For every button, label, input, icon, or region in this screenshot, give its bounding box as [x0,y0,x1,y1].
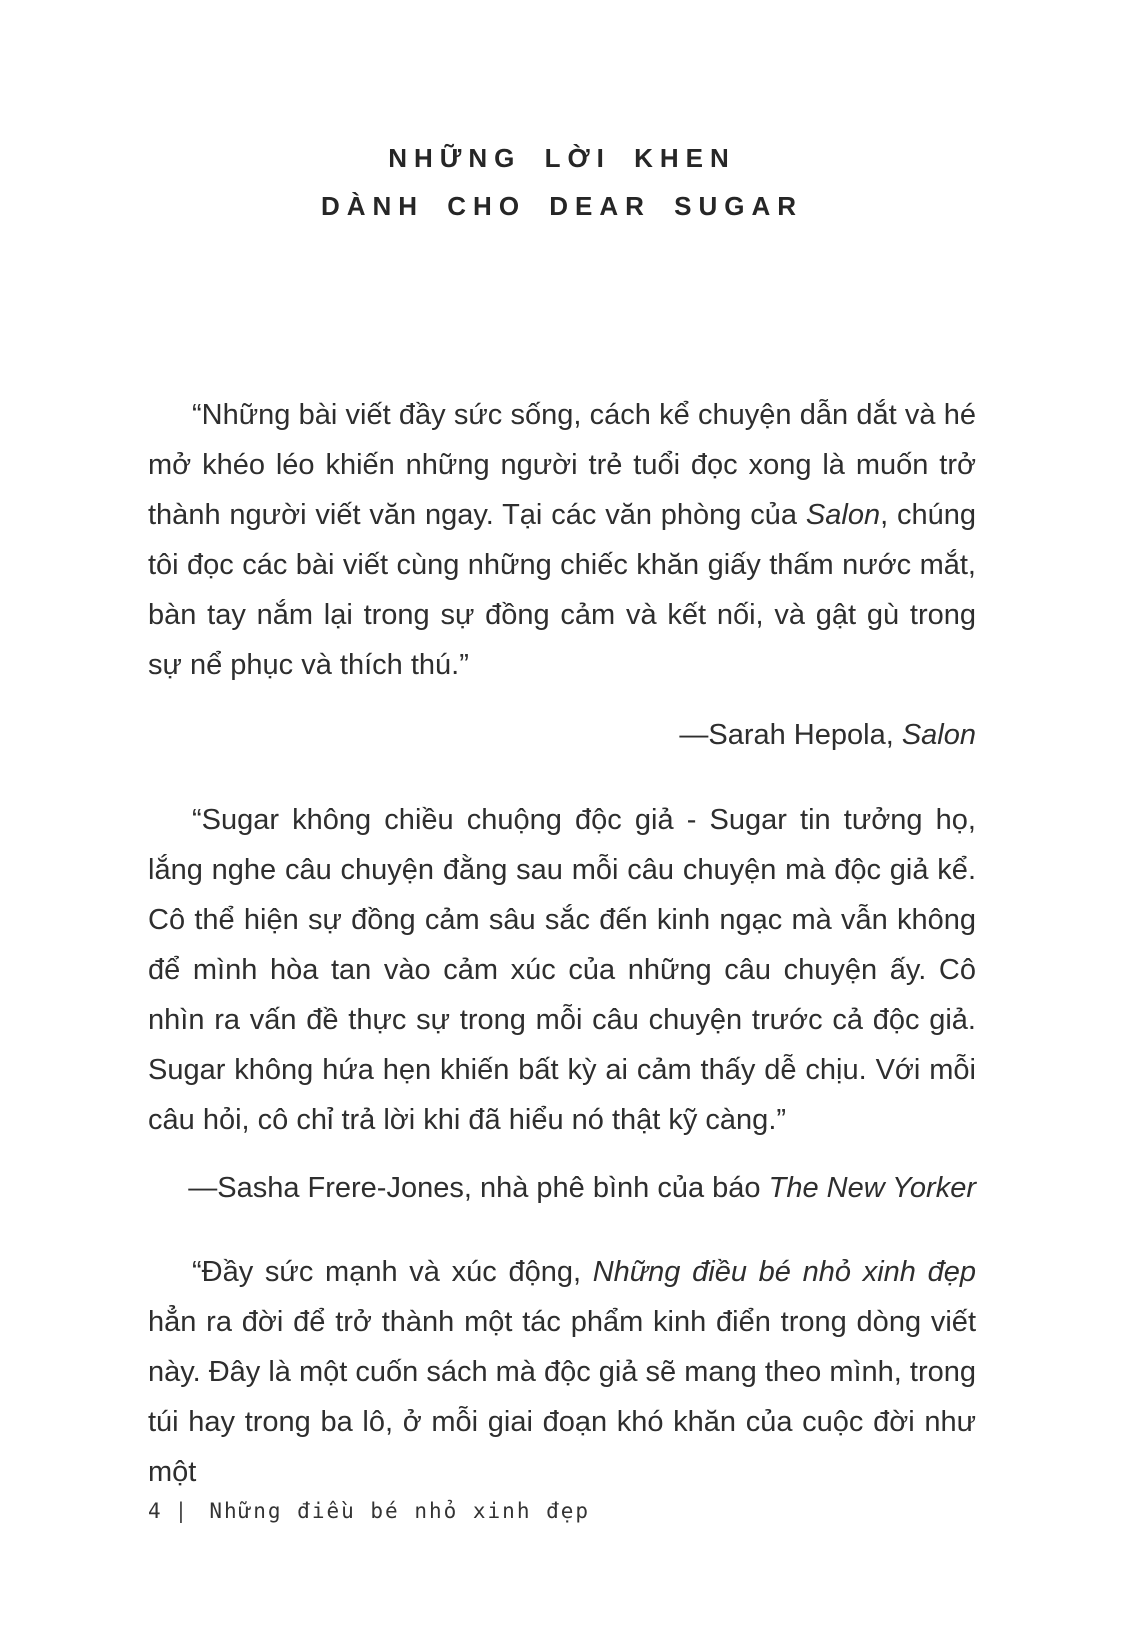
footer-separator: | [174,1499,190,1523]
heading-line-1: NHỮNG LỜI KHEN [388,143,736,173]
quote-2-text: “Sugar không chiều chuộng độc giả - Sugar tin tưởng họ, lắng nghe câu chuyện đằng sau mỗi câu chuyện mà độc giả kể. Cô thể hiện sự đồng cảm sâu sắc đến kinh ngạc mà vẫn không để mình hòa tan vào cảm xúc của những câu chuyện ấy. Cô nhìn ra vấn đề thực sự trong mỗi câu chuyện trước cả độc giả. Sugar không hứa hẹn khiến bất kỳ ai cảm thấy dễ chịu. Với mỗi câu hỏi, cô chỉ trả lời khi đã hiểu nó thật kỹ càng.” [148,804,976,1136]
quote-1-text: “Những bài viết đầy sức sống, cách kể chuyện dẫn dắt và hé mở khéo léo khiến những người trẻ tuổi đọc xong là muốn trở thành người viết văn ngay. Tại các văn phòng của Salon, chúng tôi đọc các bài viết cùng những chiếc khăn giấy thấm nước mắt, bàn tay nắm lại trong sự đồng cảm và kết nối, và gật gù trong sự nể phục và thích thú.” [148,399,976,681]
page-heading [148,134,976,230]
praise-quotes [148,390,976,1497]
quote-3-text: “Đầy sức mạnh và xúc động, Những điều bé nhỏ xinh đẹp hẳn ra đời để trở thành một tác phẩm kinh điển trong dòng viết này. Đây là một cuốn sách mà độc giả sẽ mang theo mình, trong túi hay trong ba lô, ở mỗi giai đoạn khó khăn của cuộc đời như một [148,1256,977,1488]
page-number: 4 [148,1499,163,1523]
footer-book-title: Những điều bé nhỏ xinh đẹp [209,1499,591,1523]
quote-2-attribution: —Sasha Frere-Jones, nhà phê bình của báo The New Yorker [188,1172,976,1204]
page-footer [148,1496,590,1526]
heading-line-2: DÀNH CHO DEAR SUGAR [320,191,804,221]
quote-1-attribution: —Sarah Hepola, Salon [679,719,976,751]
